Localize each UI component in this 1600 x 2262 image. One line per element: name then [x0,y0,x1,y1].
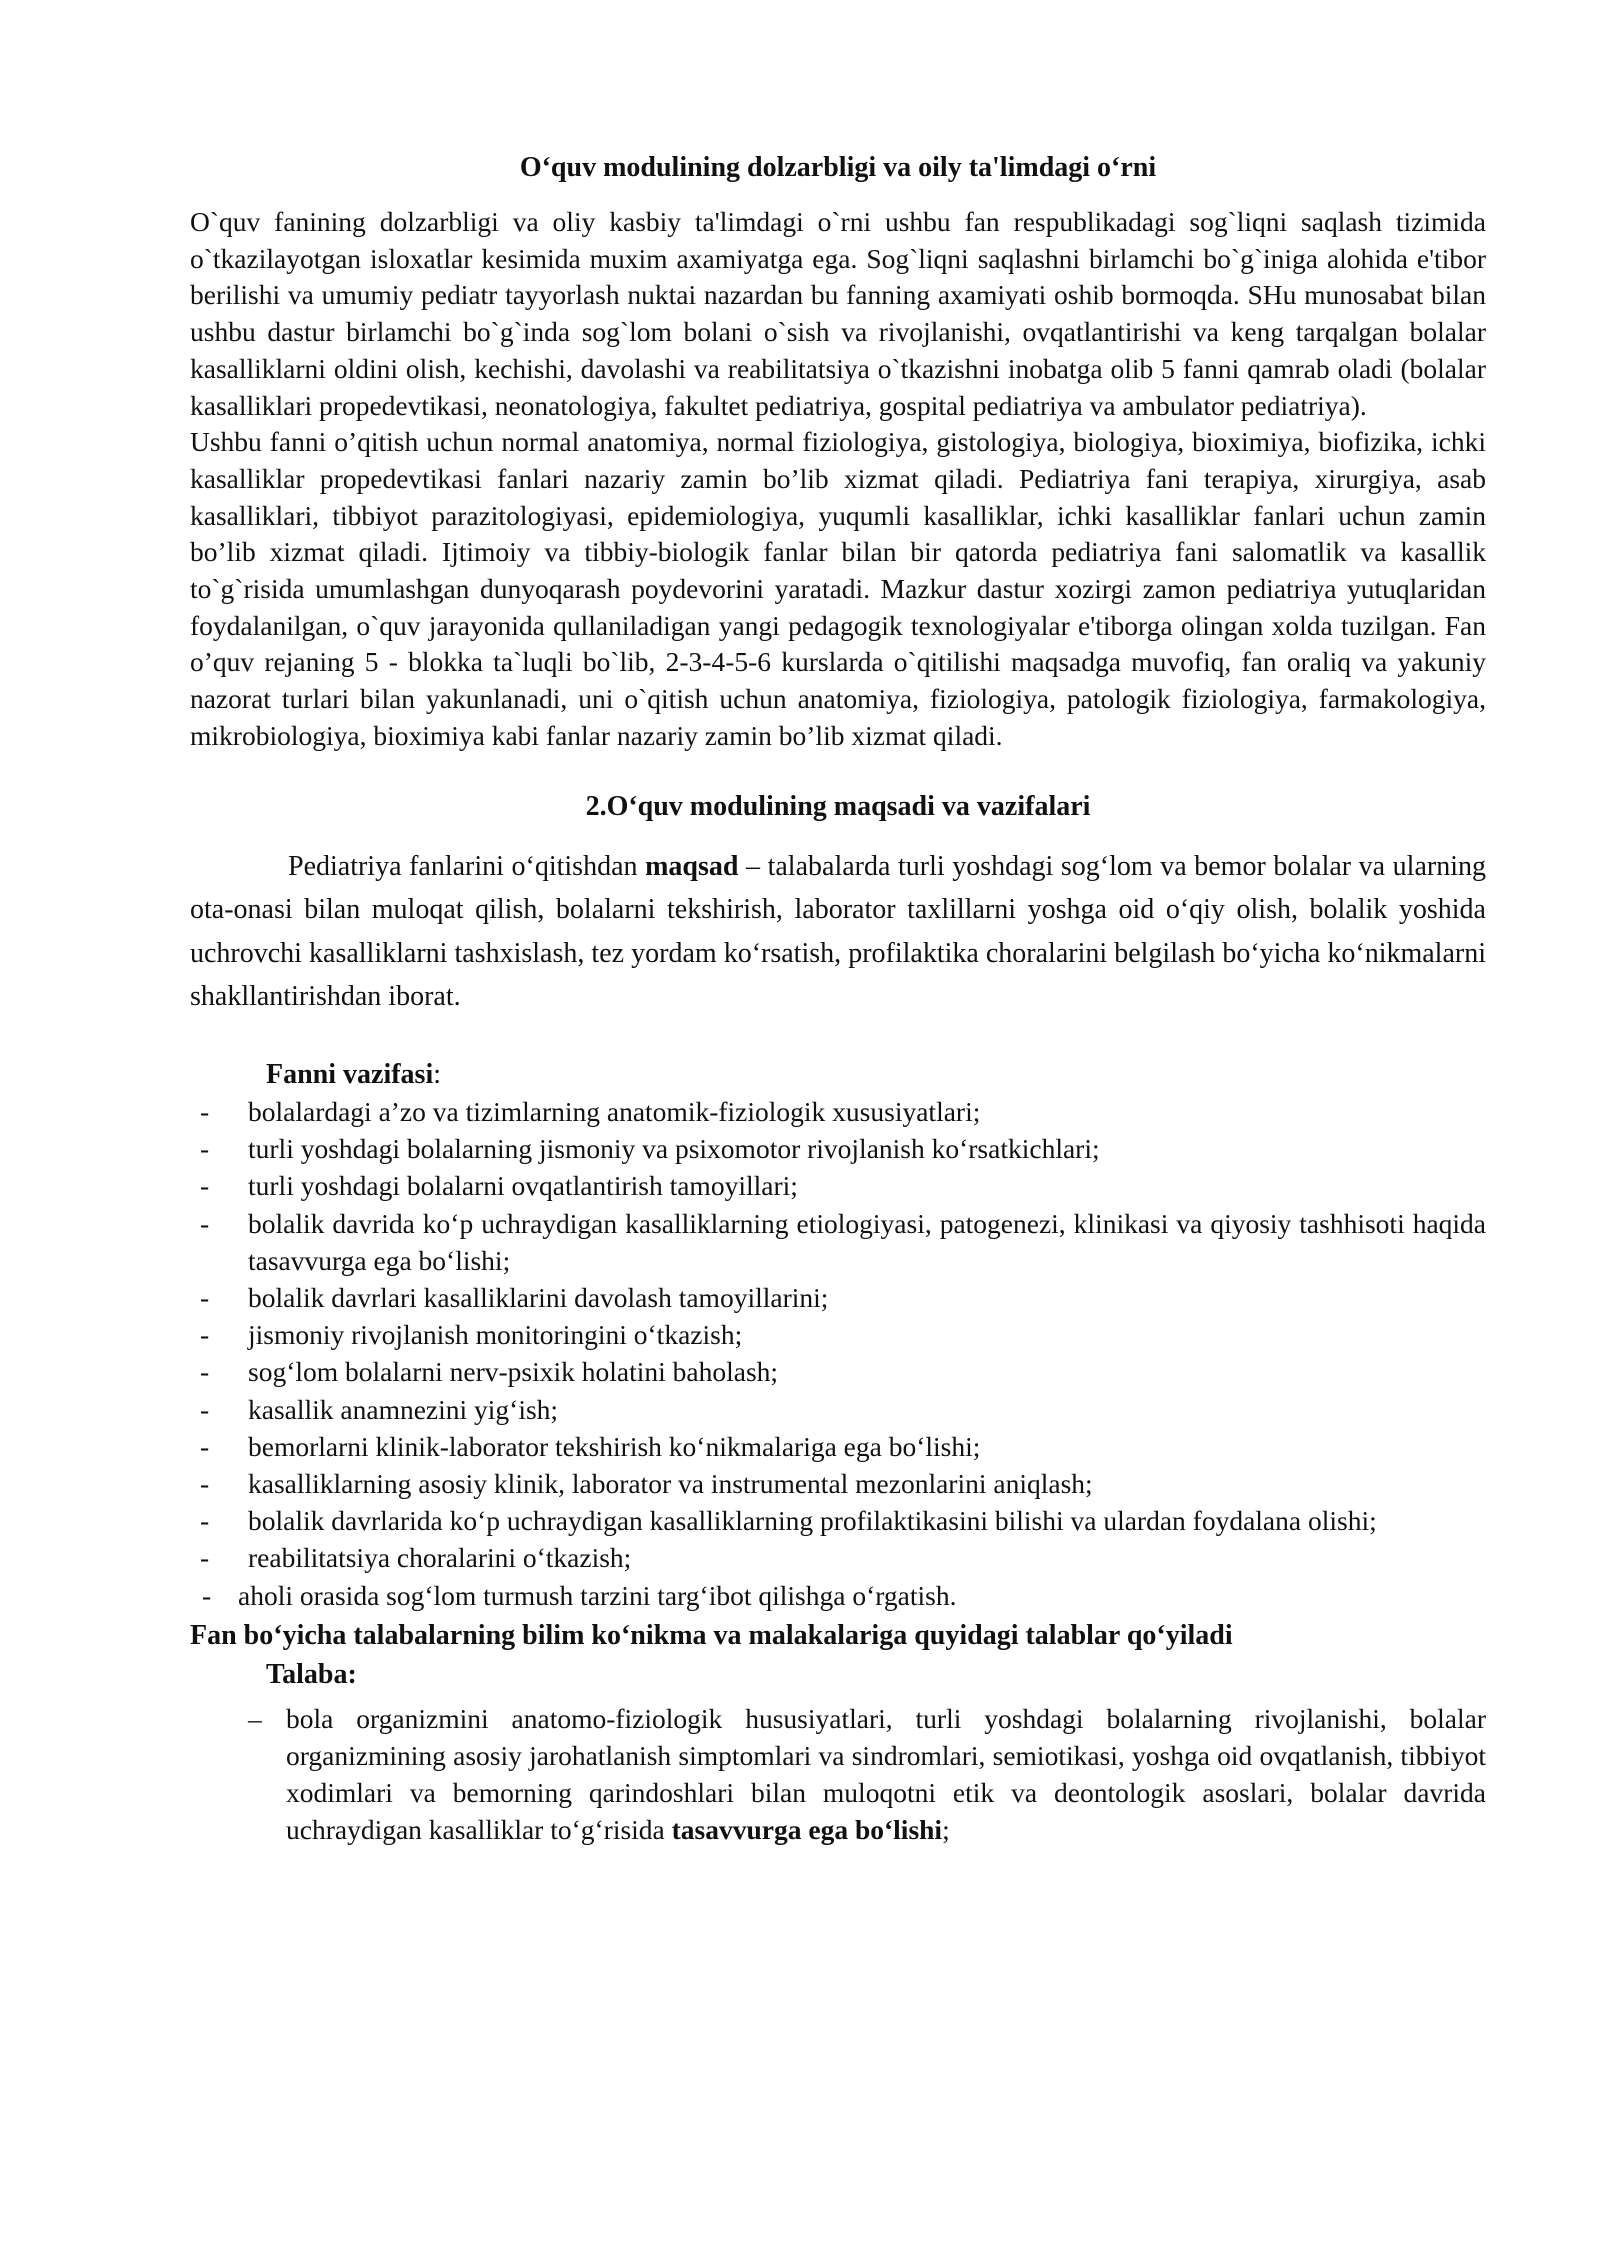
goal-paragraph [190,845,1486,1019]
dash-bullet: - [200,1356,210,1388]
task-item: - bemorlarni klinik-laborator tekshirish ko‘nikmalariga ega bo‘lishi; [190,1428,1486,1465]
task-item: - turli yoshdagi bolalarni ovqatlantirish tamoyillari; [190,1167,1486,1204]
task-item: - bolalik davrida ko‘p uchraydigan kasalliklarning etiologiyasi, patogenezi, klinikasi va qiyosiy tashhisoti haqida tasavvurga ega bo‘lishi; [190,1205,1486,1279]
tasks-heading-label: Fanni vazifasi [266,1058,434,1090]
dash-bullet: - [200,1505,210,1537]
dash-bullet: - [200,1170,210,1202]
relevance-paragraph: O`quv fanining dolzarbligi va oliy kasbiy ta'limdagi o`rni ushbu fan respublikadagi sog`liqni saqlash tizimida o`tkazilayotgan isloxatlar kesimida muxim axamiyatga ega. Sog`liqni saqlashni birlamchi bo`g`iniga alohida e'tibor berilishi va umumiy pediatr tayyorlash nuktai nazardan bu fanning axamiyati oshib bormoqda. SHu munosabat bilan ushbu dastur birlamchi bo`g`inda sog`lom bolani o`sish va rivojlanishi, ovqatlantirishi va keng tarqalgan bolalar kasalliklarni oldini olish, kechishi, davolashi va reabilitatsiya o`tkazishni inobatga olib 5 fanni qamrab oladi (bolalar kasalliklari propedevtikasi, neonatologiya, fakultet pediatriya, gospital pediatriya va ambulator pediatriya). [190,206,1486,421]
dash-bullet: - [200,1095,210,1127]
document-page [190,150,1486,1848]
tasks-heading-colon: : [433,1058,442,1090]
task-item: - jismoniy rivojlanish monitoringini o‘tkazish; [190,1316,1486,1353]
dash-bullet: - [200,1430,210,1462]
task-item: - aholi orasida sog‘lom turmush tarzini targ‘ibot qilishga o‘rgatish. [190,1577,1486,1614]
goal-keyword: maqsad [645,850,739,882]
dash-bullet: - [202,1579,212,1611]
endash-bullet: – [248,1702,262,1734]
dash-bullet: - [200,1207,210,1239]
dash-bullet: - [200,1319,210,1351]
requirement-text: bola organizmini anatomo-fiziologik hususiyatlari, turli yoshdagi bolalarning rivojlanishi, bolalar organizmining asosiy jarohatlanish simptomlari va sindromlari, semiotikasi, yoshga oid ovqatlanish, tibbiyot xodimlari va bemorning qarindoshlari bilan muloqotni etik va deontologik asoslari, bolalar davrida uchraydigan kasalliklar to‘g‘risida [286,1702,1486,1845]
dash-bullet: - [200,1393,210,1425]
requirement-item [190,1700,1486,1848]
dash-bullet: - [200,1467,210,1499]
dash-bullet: - [200,1542,210,1574]
dash-bullet: - [200,1281,210,1313]
goal-text-end: – talabalarda turli yoshdagi sog‘lom va bemor bolalar va ularning ota-onasi bilan muloqat qilish, bolalarni tekshirish, laborator taxlillarni yoshga oid o‘qiy olish, bolalik yoshida uchrovchi kasalliklarni tashxislash, tez yordam ko‘rsatish, profilaktika choralarini belgilash bo‘yicha ko‘nikmalarni shakllantirishdan iborat. [190,850,1486,1013]
tasks-list [190,1093,1486,1614]
section-title-relevance: O‘quv modulining dolzarbligi va oily ta'limdagi o‘rni [519,152,1157,183]
task-item: - bolalardagi a’zo va tizimlarning anatomik-fiziologik xususiyatlari; [190,1093,1486,1130]
requirements-list [190,1700,1486,1848]
prerequisites-paragraph: Ushbu fanni o’qitish uchun normal anatomiya, normal fiziologiya, gistologiya, biologiya, bioximiya, biofizika, ichki kasalliklar propedevtikasi fanlari nazariy zamin bo’lib xizmat qiladi. Pediatriya fani terapiya, xirurgiya, asab kasalliklari, tibbiyot parazitologiyasi, epidemiologiya, yuqumli kasalliklar, ichki kasalliklar fanlari uchun zamin bo’lib xizmat qiladi. Ijtimoiy va tibbiy-biologik fanlar bilan bir qatorda pediatriya fani salomatlik va kasallik to`g`risida umumlashgan dunyoqarash poydevorini yaratadi. Mazkur dastur xozirgi zamon pediatriya yutuqlaridan foydalanilgan, o`quv jarayonida qullaniladigan yangi pedagogik texnologiyalar e'tiborga olingan xolda tuzilgan. Fan o’quv rejaning 5 - blokka ta`luqli bo`lib, 2-3-4-5-6 kurslarda o`qitilishi maqsadga muvofiq, fan oraliq va yakuniy nazorat turlari bilan yakunlanadi, uni o`qitish uchun anatomiya, fiziologiya, patologik fiziologiya, farmakologiya, mikrobiologiya, bioximiya kabi fanlar nazariy zamin bo’lib xizmat qiladi. [190,426,1486,751]
task-item: - sog‘lom bolalarni nerv-psixik holatini baholash; [190,1353,1486,1390]
requirements-heading: Fan bo‘yicha talabalarning bilim ko‘nikma va malakalariga quyidagi talablar qo‘yiladi [190,1619,1233,1651]
task-item: - reabilitatsiya choralarini o‘tkazish; [190,1539,1486,1576]
requirement-bold: tasavvurga ega bo‘lishi [671,1813,943,1845]
student-label: Talaba: [266,1658,357,1690]
goal-text-start: Pediatriya fanlarini o‘qitishdan [288,850,646,882]
task-item: - kasallik anamnezini yig‘ish; [190,1391,1486,1428]
task-item: - turli yoshdagi bolalarning jismoniy va psixomotor rivojlanish ko‘rsatkichlari; [190,1130,1486,1167]
tasks-heading [266,1057,1486,1093]
task-item: - kasalliklarning asosiy klinik, laborator va instrumental mezonlarini aniqlash; [190,1465,1486,1502]
task-item: - bolalik davrlarida ko‘p uchraydigan kasalliklarning profilaktikasini bilishi va ulardan foydalana olishi; [190,1502,1486,1539]
section-title-goals: 2.O‘quv modulining maqsadi va vazifalari [585,790,1091,822]
requirement-end: ; [942,1813,950,1845]
task-item: - bolalik davrlari kasalliklarini davolash tamoyillarini; [190,1279,1486,1316]
dash-bullet: - [200,1133,210,1165]
